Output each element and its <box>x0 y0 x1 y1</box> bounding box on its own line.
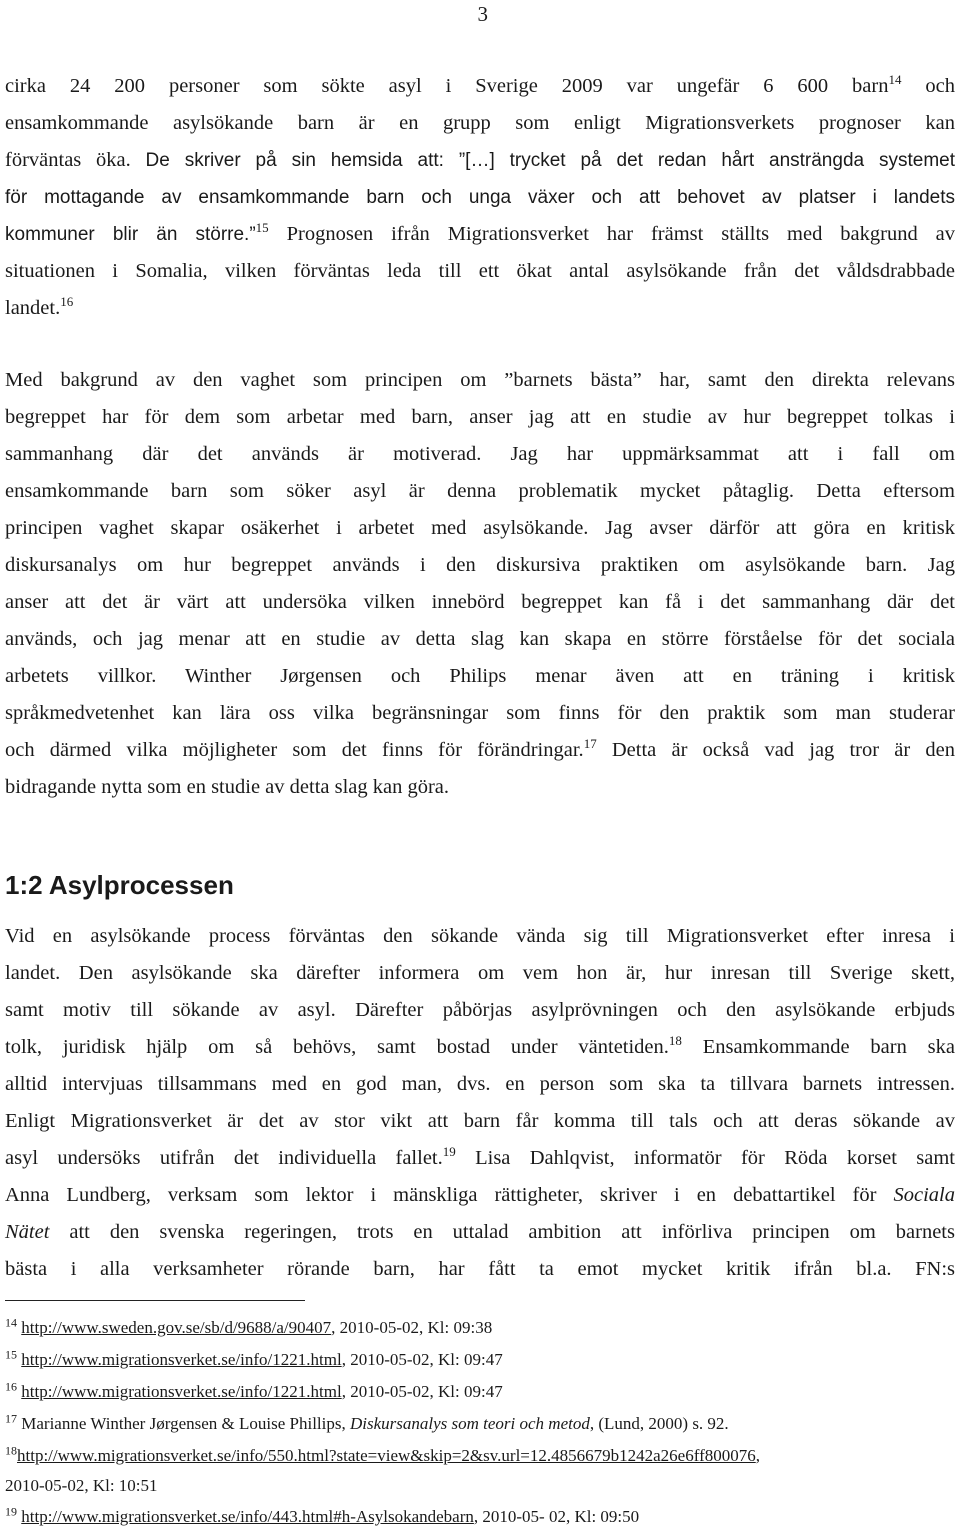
text-line: alltid intervjuas tillsammans med en god man, dvs. en person som ska ta tillvara barnets intressen. <box>5 1073 955 1095</box>
footnote-19: $^{19}$ http://www.migrationsverket.se/info/443.html#h-Asylsokandebarn, 2010-05- 02, Kl: 09:50 <box>5 1504 640 1526</box>
footnote-ref-19: 19 <box>442 1144 456 1160</box>
footnote-ref-14: 14 <box>888 72 902 88</box>
footnote-15: $^{15}$ http://www.migrationsverket.se/info/1221.html, 2010-05-02, Kl: 09:47 <box>5 1347 503 1369</box>
section-heading: 1:2 Asylprocessen <box>5 870 234 900</box>
paragraph-2 <box>5 362 955 806</box>
text-line: bästa i alla verksamheter rörande barn, har fått ta emot mycket kritik ifrån bl.a. FN:s <box>5 1258 955 1280</box>
text-line: diskursanalys om hur begreppet används i den diskursiva praktiken om asylsökande barn. Jag <box>5 554 955 576</box>
text-line: Enligt Migrationsverket är det av stor vikt att barn får komma till tals och att deras sökande av <box>5 1110 955 1132</box>
footnote-16: $^{16}$ http://www.migrationsverket.se/info/1221.html, 2010-05-02, Kl: 09:47 <box>5 1379 503 1401</box>
text-line: sammanhang där det används är motiverad. Jag har uppmärksammat att i fall om <box>5 443 955 465</box>
footnote-link[interactable]: http://www.migrationsverket.se/info/443.html#h-Asylsokandebarn <box>21 1507 474 1526</box>
text-line: Anna Lundberg, verksam som lektor i mänskliga rättigheter, skriver i en debattartikel för Sociala <box>5 1184 955 1206</box>
footnote-ref-15: 15 <box>255 220 269 236</box>
text-line: principen vaghet skapar osäkerhet i arbetet med asylsökande. Jag avser därför att göra en kritisk <box>5 517 955 539</box>
italic-title: Nätet <box>5 1221 50 1243</box>
text-line: Nätet att den svenska regeringen, trots en uttalad ambition att införliva principen om barnets <box>5 1221 955 1243</box>
text-line: cirka 24 200 personer som sökte asyl i Sverige 2009 var ungefär 6 600 barn$^{14}$ och <box>5 72 955 97</box>
footnote-18: $^{18}$http://www.migrationsverket.se/info/550.html?state=view&skip=2&sv.url=12.4856679b1242a26e6ff800076, <box>5 1443 760 1465</box>
text-line: ensamkommande barn som söker asyl är denna problematik mycket påtaglig. Detta eftersom <box>5 480 955 502</box>
page-number: 3 <box>477 2 488 26</box>
footnote-link[interactable]: http://www.sweden.gov.se/sb/d/9688/a/90407 <box>21 1318 332 1337</box>
footnote-divider <box>5 1300 305 1301</box>
footnote-14: $^{14}$ http://www.sweden.gov.se/sb/d/9688/a/90407, 2010-05-02, Kl: 09:38 <box>5 1315 493 1337</box>
footnote-link[interactable]: http://www.migrationsverket.se/info/1221.html <box>21 1382 342 1401</box>
text-line: Med bakgrund av den vaghet som principen om ”barnets bästa” har, samt den direkta relevans <box>5 369 955 391</box>
italic-title: Sociala <box>893 1184 955 1206</box>
text-line: samt motiv till sökande av asyl. Därefter påbörjas asylprövningen och den asylsökande erbjuds <box>5 999 955 1021</box>
text-line: begreppet har för dem som arbetar med barn, anser jag att en studie av hur begreppet tolkas i <box>5 406 955 428</box>
text-line: kommuner blir än större.”$^{15}$ Prognosen ifrån Migrationsverket har främst ställts med bakgrund av <box>5 220 955 245</box>
text-line: landet.$^{16}$ <box>5 294 74 319</box>
footnote-link[interactable]: http://www.migrationsverket.se/info/1221.html <box>21 1350 342 1369</box>
text-line: språkmedvetenhet kan lära oss vilka begränsningar som finns för den praktik som man studerar <box>5 702 955 724</box>
footnote-ref-16: 16 <box>60 294 74 310</box>
footnote-ref-17: 17 <box>583 736 597 752</box>
text-line: anser att det är värt att undersöka vilken innebörd begreppet kan få i det sammanhang där det <box>5 591 955 613</box>
footnote-17: $^{17}$ Marianne Winther Jørgensen & Louise Phillips, Diskursanalys som teori och metod, (Lund, 2000) s. 92. <box>5 1411 729 1433</box>
text-line: för mottagande av ensamkommande barn och unga växer och att behovet av platser i landets <box>5 187 955 208</box>
text-line: Vid en asylsökande process förväntas den sökande vända sig till Migrationsverket efter inresa i <box>5 925 955 947</box>
text-line: förväntas öka. De skriver på sin hemsida att: ”[…] trycket på det redan hårt ansträngda systemet <box>5 149 956 171</box>
text-line: situationen i Somalia, vilken förväntas leda till ett ökat antal asylsökande från det våldsdrabbade <box>5 260 955 282</box>
text-line: används, och jag menar att en studie av detta slag kan skapa en större förståelse för det sociala <box>5 628 955 650</box>
text-line: och därmed vilka möjligheter som det finns för förändringar.$^{17}$ Detta är också vad jag tror är den <box>5 736 955 761</box>
footnote-link[interactable]: http://www.migrationsverket.se/info/550.html?state=view&skip=2&sv.url=12.4856679b1242a26e6ff800076 <box>17 1446 756 1465</box>
text-line: bidragande nytta som en studie av detta slag kan göra. <box>5 776 450 798</box>
text-line: landet. Den asylsökande ska därefter informera om vem hon är, hur inresan till Sverige skett, <box>5 962 955 984</box>
paragraph-3 <box>5 918 955 1288</box>
footnote-ref-18: 18 <box>668 1033 682 1049</box>
text-line: tolk, juridisk hjälp om så behövs, samt bostad under väntetiden.$^{18}$ Ensamkommande barn ska <box>5 1033 955 1058</box>
text-line: ensamkommande asylsökande barn är en grupp som enligt Migrationsverkets prognoser kan <box>5 112 955 134</box>
paragraph-1 <box>5 68 955 327</box>
text-line: arbetets villkor. Winther Jørgensen och Philips menar även att en träning i kritisk <box>5 665 955 687</box>
footnote-18-date: 2010-05-02, Kl: 10:51 <box>5 1476 158 1495</box>
text-line: asyl undersöks utifrån det individuella fallet.$^{19}$ Lisa Dahlqvist, informatör för Röda korset samt <box>5 1144 955 1169</box>
